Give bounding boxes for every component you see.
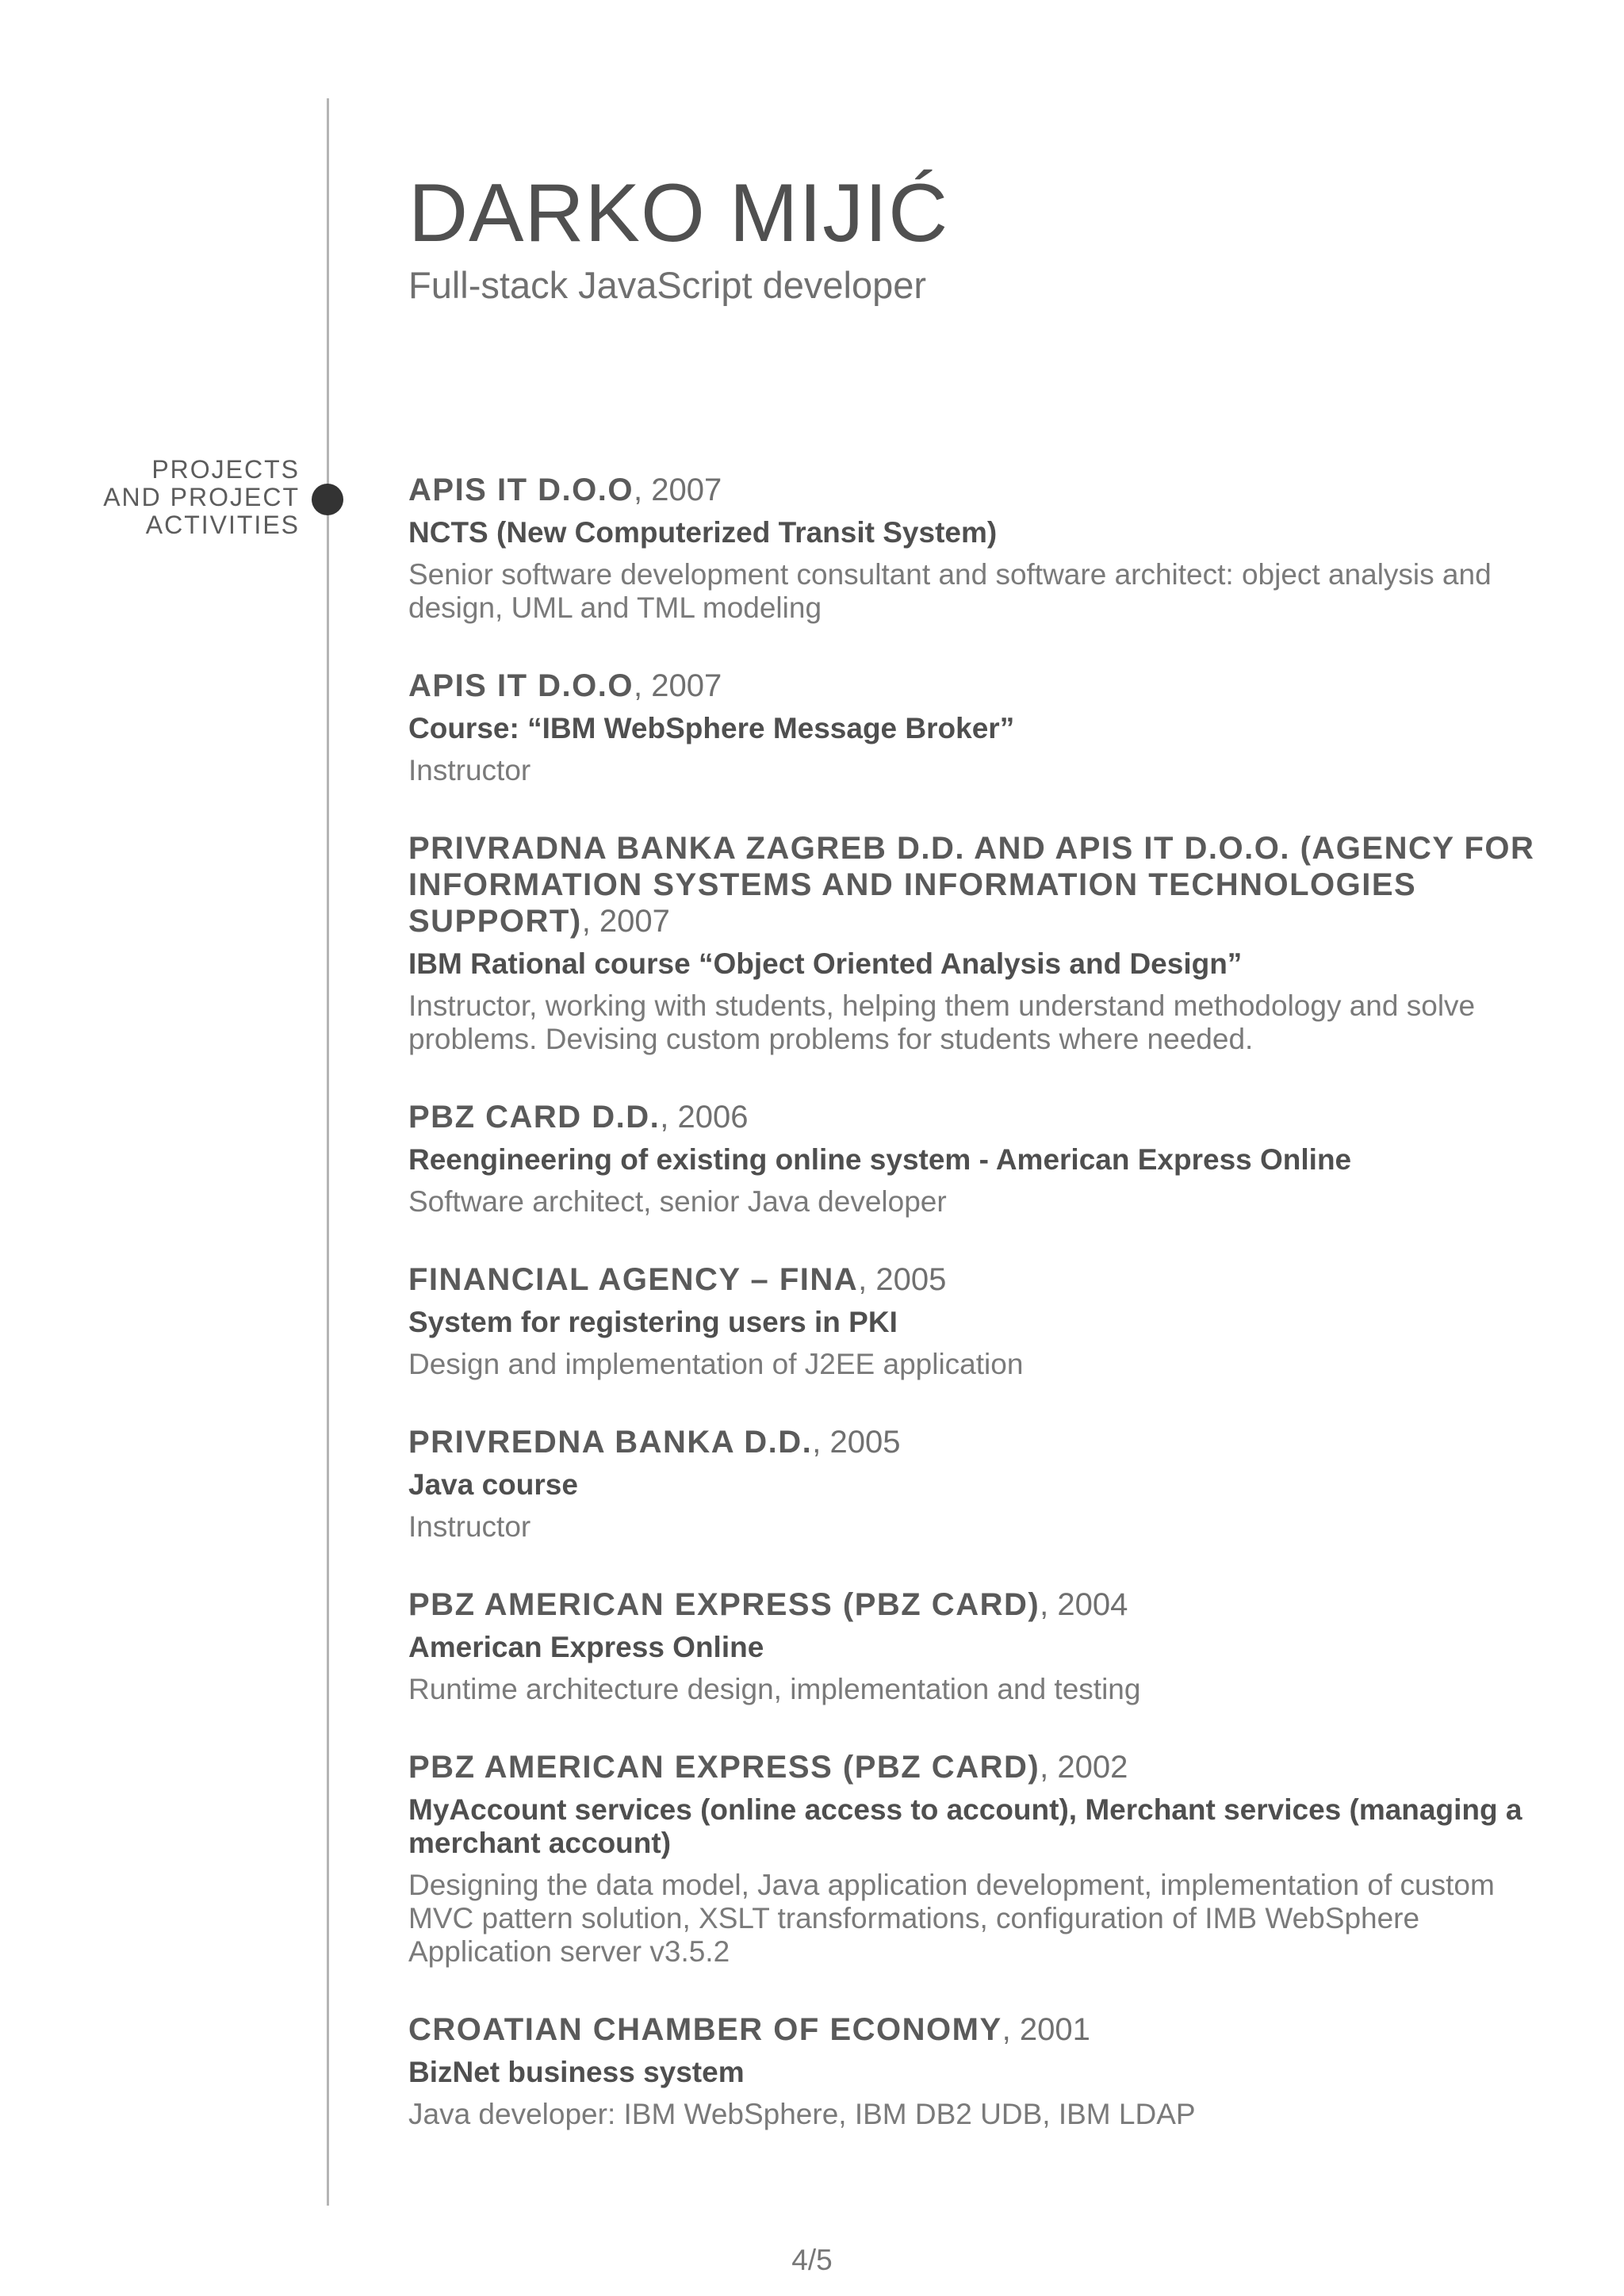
entry-company (408, 1424, 1550, 1460)
entry-org: FINANCIAL AGENCY – FINA (408, 1262, 859, 1297)
entry-year: , 2007 (581, 904, 670, 939)
entry-project: Reengineering of existing online system - American Express Online (408, 1143, 1352, 1176)
entry-org: PRIVREDNA BANKA D.D. (408, 1425, 813, 1460)
entry-org: PRIVRADNA BANKA ZAGREB D.D. AND APIS IT D.O.O. (AGENCY FOR INFORMATION SYSTEMS AND INFORMATION TECHNOLOGIES SUPPORT) (408, 831, 1535, 939)
entry-org: PBZ AMERICAN EXPRESS (PBZ CARD) (408, 1587, 1040, 1622)
timeline-line (327, 98, 329, 2206)
entry-description: Senior software development consultant and software architect: object analysis and design, UML and TML modeling (408, 558, 1492, 624)
entry-project: IBM Rational course “Object Oriented Analysis and Design” (408, 947, 1243, 980)
entry-description: Runtime architecture design, implementation and testing (408, 1673, 1141, 1705)
entry-year: , 2004 (1040, 1587, 1128, 1622)
entry-company (408, 1586, 1550, 1623)
project-entry (408, 1261, 1550, 1381)
timeline-dot (312, 484, 343, 515)
project-entry (408, 1099, 1550, 1219)
entry-description: Software architect, senior Java developer (408, 1185, 947, 1218)
entry-org: APIS IT D.O.O (408, 668, 634, 703)
entry-description: Instructor, working with students, helping them understand methodology and solve problems. Devising custom problems for students where needed. (408, 989, 1476, 1055)
entry-description: Java developer: IBM WebSphere, IBM DB2 UDB, IBM LDAP (408, 2098, 1196, 2130)
entry-description: Designing the data model, Java application development, implementation of custom MVC pattern solution, XSLT transformations, configuration of IMB WebSphere Application server v3.5.2 (408, 1869, 1495, 1968)
entry-project: MyAccount services (online access to account), Merchant services (managing a merchant account) (408, 1793, 1522, 1859)
person-name: DARKO MIJIĆ (408, 167, 949, 259)
section-label-line: AND PROJECT (103, 483, 300, 511)
entry-year: , 2006 (660, 1100, 749, 1135)
project-entry (408, 1749, 1550, 1969)
entry-year: , 2005 (858, 1262, 947, 1297)
entry-project: Course: “IBM WebSphere Message Broker” (408, 712, 1015, 744)
entry-org: APIS IT D.O.O (408, 473, 634, 507)
section-label-projects (30, 456, 300, 539)
job-title: Full-stack JavaScript developer (408, 264, 927, 306)
section-label-line: ACTIVITIES (145, 511, 300, 539)
resume-header (408, 166, 948, 308)
entry-company (408, 1099, 1550, 1135)
entry-org: CROATIAN CHAMBER OF ECONOMY (408, 2012, 1002, 2047)
entry-project: BizNet business system (408, 2056, 745, 2088)
entry-company (408, 830, 1550, 939)
entry-project: American Express Online (408, 1631, 764, 1663)
project-entry (408, 830, 1550, 1056)
entry-company (408, 1749, 1550, 1785)
project-list (408, 472, 1550, 2174)
entry-year: , 2007 (633, 668, 722, 703)
entry-org: PBZ CARD D.D. (408, 1100, 661, 1135)
entry-company (408, 1261, 1550, 1298)
entry-description: Instructor (408, 754, 531, 786)
project-entry (408, 472, 1550, 625)
entry-company (408, 472, 1550, 508)
entry-project: System for registering users in PKI (408, 1306, 898, 1338)
entry-year: , 2001 (1002, 2012, 1090, 2047)
section-label-line: PROJECTS (151, 455, 300, 484)
project-entry (408, 668, 1550, 787)
entry-year: , 2005 (812, 1425, 901, 1460)
entry-year: , 2007 (633, 473, 722, 507)
entry-description: Design and implementation of J2EE application (408, 1348, 1024, 1380)
entry-project: NCTS (New Computerized Transit System) (408, 516, 998, 549)
project-entry (408, 1586, 1550, 1706)
entry-company (408, 2011, 1550, 2048)
entry-description: Instructor (408, 1510, 531, 1543)
project-entry (408, 2011, 1550, 2131)
entry-year: , 2002 (1040, 1750, 1128, 1785)
entry-project: Java course (408, 1468, 578, 1501)
entry-org: PBZ AMERICAN EXPRESS (PBZ CARD) (408, 1750, 1040, 1785)
project-entry (408, 1424, 1550, 1544)
page-number: 4/5 (791, 2244, 833, 2276)
entry-company (408, 668, 1550, 704)
